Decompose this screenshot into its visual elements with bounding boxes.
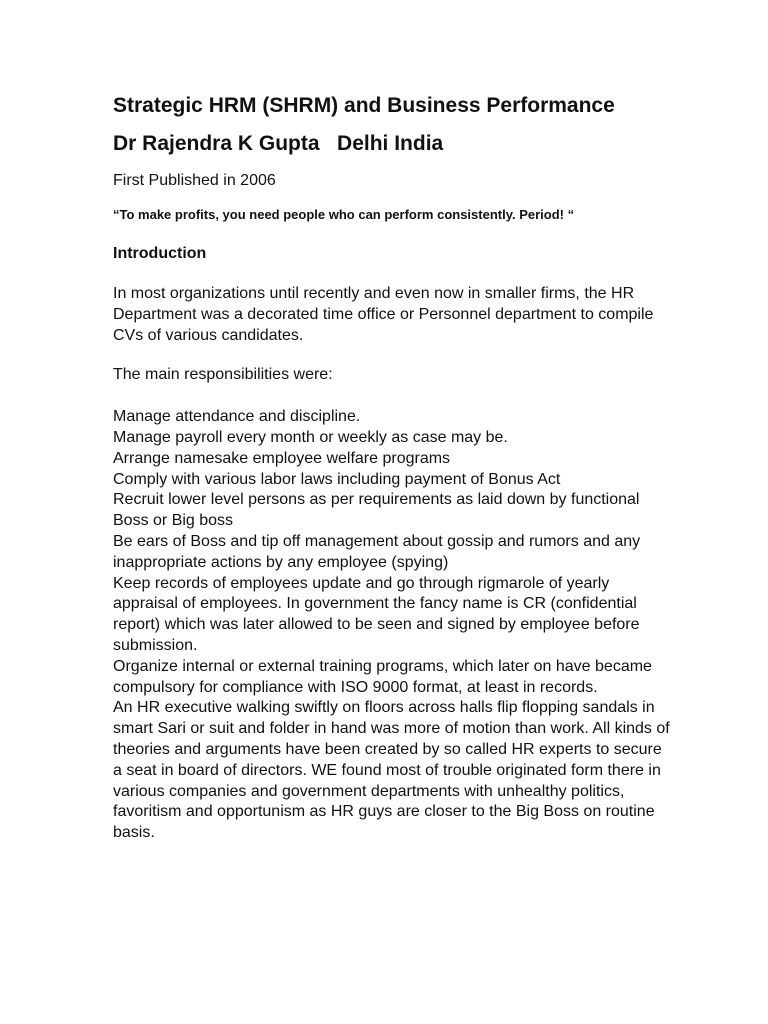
author-line: Dr Rajendra K Gupta Delhi India <box>113 132 444 155</box>
list-item: Manage payroll every month or weekly as case may be. <box>113 428 508 446</box>
responsibilities-intro: The main responsibilities were: <box>113 366 333 384</box>
list-item: Comply with various labor laws including payment of Bonus Act <box>113 470 561 488</box>
list-item: Keep records of employees update and go through rigmarole of yearly appraisal of employees. In government the fancy name is CR (confidential report) which was later allowed to be seen and signed by employee before submission. <box>113 574 640 654</box>
section-heading-introduction: Introduction <box>113 245 207 262</box>
responsibilities-list <box>113 407 673 844</box>
list-item: An HR executive walking swiftly on floors across halls flip flopping sandals in smart Sari or suit and folder in hand was more of motion than work. All kinds of theories and arguments have been created by so called HR experts to secure a seat in board of directors. WE found most of trouble originated form there in various companies and government departments with unhealthy politics, favoritism and opportunism as HR guys are closer to the Big Boss on routine basis. <box>113 699 670 842</box>
epigraph-quote: “To make profits, you need people who can perform consistently. Period! “ <box>113 207 575 222</box>
list-item: Organize internal or external training programs, which later on have became compulsory for compliance with ISO 9000 format, at least in records. <box>113 657 652 696</box>
list-item: Arrange namesake employee welfare programs <box>113 449 451 467</box>
intro-paragraph: In most organizations until recently and even now in smaller firms, the HR Department was a decorated time office or Personnel department to compile CVs of various candidates. <box>113 285 654 344</box>
list-item: Be ears of Boss and tip off management about gossip and rumors and any inappropriate actions by any employee (spying) <box>113 532 641 571</box>
document-body <box>113 92 673 844</box>
list-item: Recruit lower level persons as per requirements as laid down by functional Boss or Big boss <box>113 491 640 530</box>
document-title: Strategic HRM (SHRM) and Business Performance <box>113 94 615 117</box>
publication-note: First Published in 2006 <box>113 172 276 189</box>
list-item: Manage attendance and discipline. <box>113 408 361 426</box>
